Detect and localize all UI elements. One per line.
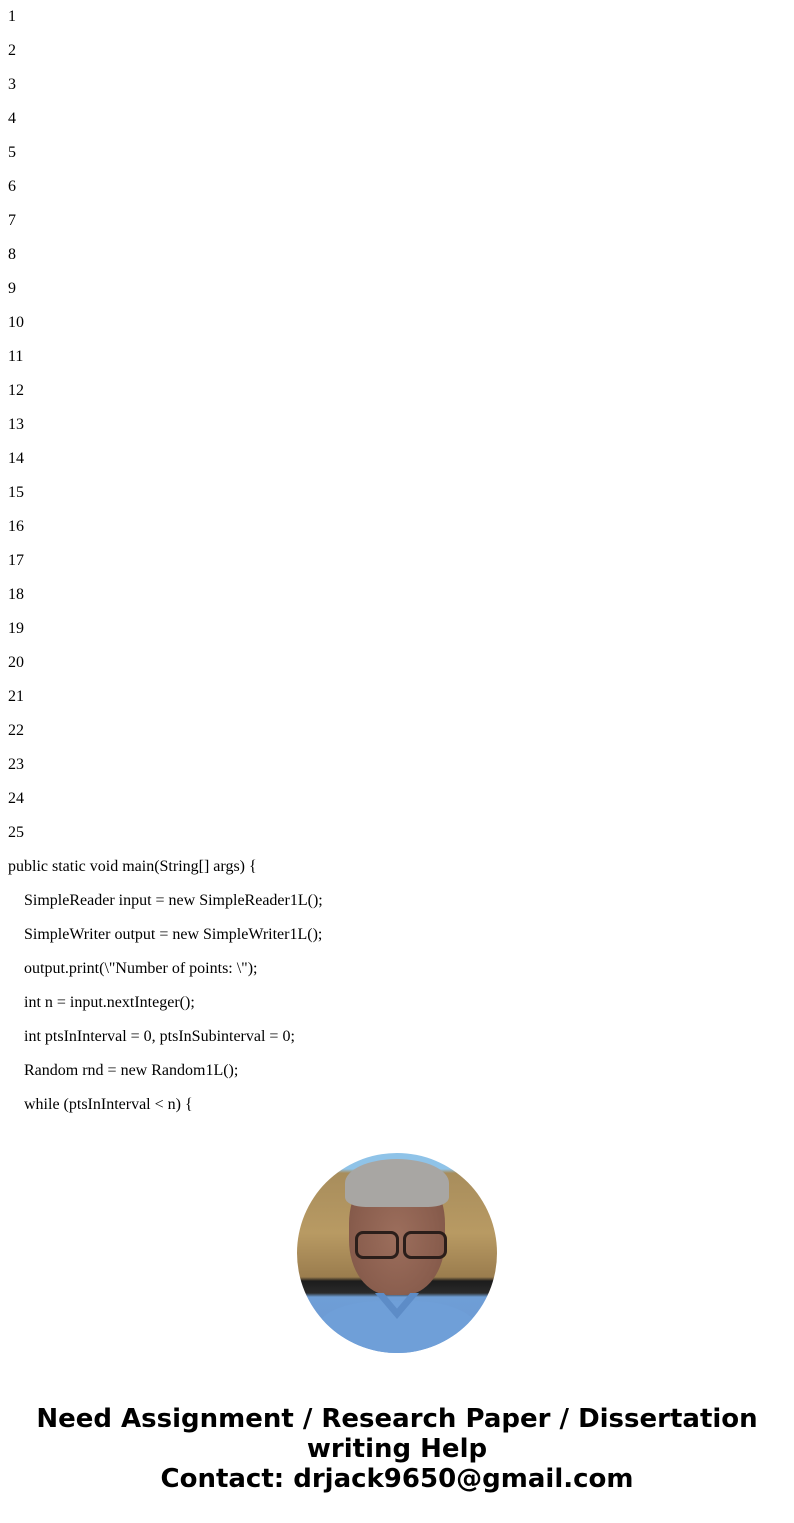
line-number: 9: [8, 280, 16, 297]
line-number: 19: [8, 620, 24, 637]
line-number: 2: [8, 42, 16, 59]
code-line: Random rnd = new Random1L();: [24, 1062, 239, 1079]
line-number: 21: [8, 688, 24, 705]
avatar-glasses-right: [403, 1231, 447, 1259]
promo-line-1: Need Assignment / Research Paper / Dissertation: [36, 1404, 758, 1434]
promo-banner: [0, 1404, 794, 1494]
line-number: 16: [8, 518, 24, 535]
code-line: int ptsInInterval = 0, ptsInSubinterval = 0;: [24, 1028, 295, 1045]
code-line: output.print(\"Number of points: \");: [24, 960, 258, 977]
line-number: 18: [8, 586, 24, 603]
line-number: 10: [8, 314, 24, 331]
code-line: SimpleWriter output = new SimpleWriter1L();: [24, 926, 323, 943]
avatar-hair: [345, 1159, 449, 1207]
line-number: 5: [8, 144, 16, 161]
code-line: while (ptsInInterval < n) {: [24, 1096, 193, 1113]
promo-contact: Contact: drjack9650@gmail.com: [160, 1464, 634, 1494]
line-number: 14: [8, 450, 24, 467]
avatar-glasses-left: [355, 1231, 399, 1259]
line-number: 12: [8, 382, 24, 399]
line-number: 6: [8, 178, 16, 195]
code-line: public static void main(String[] args) {: [8, 858, 257, 875]
code-line: int n = input.nextInteger();: [24, 994, 195, 1011]
author-avatar: [297, 1153, 497, 1353]
line-number: 11: [8, 348, 24, 365]
line-number: 23: [8, 756, 24, 773]
line-number: 13: [8, 416, 24, 433]
line-number: 7: [8, 212, 16, 229]
promo-line-2: writing Help: [306, 1434, 488, 1464]
line-number: 20: [8, 654, 24, 671]
line-number: 4: [8, 110, 16, 127]
line-number: 8: [8, 246, 16, 263]
line-number: 1: [8, 8, 16, 25]
line-number: 15: [8, 484, 24, 501]
code-line: SimpleReader input = new SimpleReader1L();: [24, 892, 323, 909]
line-number: 25: [8, 824, 24, 841]
line-number: 17: [8, 552, 24, 569]
line-number: 3: [8, 76, 16, 93]
line-number: 24: [8, 790, 24, 807]
line-number: 22: [8, 722, 24, 739]
